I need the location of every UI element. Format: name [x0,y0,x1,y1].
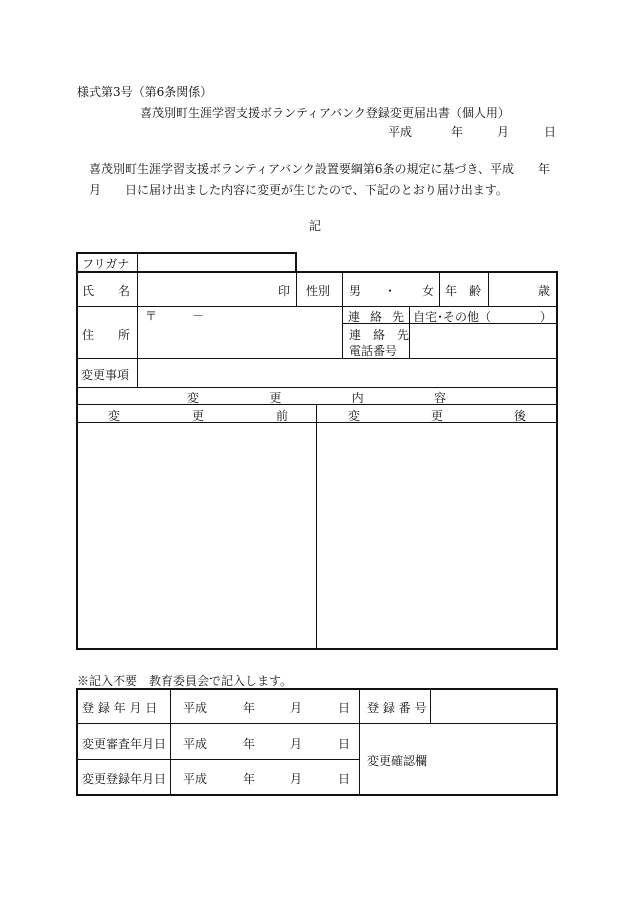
age-unit: 歳 [538,284,551,298]
after-header: 変 更 後 [348,409,526,423]
before-field[interactable] [79,424,314,646]
review-date-month: 月 [290,737,303,751]
postal-mark: 〒 [145,309,158,323]
postal-dash: － [192,309,205,323]
ki-label: 記 [309,219,322,233]
before-header: 変 更 前 [108,409,288,423]
change-reg-label: 変更登録年月日 [82,772,167,786]
date-month: 月 [497,125,510,139]
form-title: 喜茂別町生涯学習支援ボランティアバンク登録変更届出書（個人用） [140,106,510,120]
contact-phone-field[interactable] [411,325,555,357]
furigana-label: フリガナ [82,257,130,271]
admin-note: ※記入不要 教育委員会で記入します。 [77,674,293,688]
contact-close: ） [540,310,553,324]
change-reg-year: 年 [243,772,256,786]
after-field[interactable] [319,424,554,646]
name-label: 氏 名 [82,284,130,298]
date-day: 日 [544,125,557,139]
change-content-header: 変 更 内 容 [187,391,446,405]
change-reg-month: 月 [290,772,303,786]
date-era: 平成 [388,125,413,139]
reg-date-month: 月 [290,701,303,715]
date-year: 年 [451,125,464,139]
reg-number-field[interactable] [432,690,554,722]
gender-male[interactable]: 男 [349,284,362,298]
form-number: 様式第3号（第6条関係） [77,85,213,99]
address-label: 住 所 [82,328,130,342]
gender-dot: ・ [384,284,397,298]
body-line-1: 喜茂別町生涯学習支援ボランティアバンク設置要綱第6条の規定に基づき、平成 年 [89,162,550,176]
contact-phone-label-2: 電話番号 [349,344,398,358]
gender-female[interactable]: 女 [422,284,435,298]
furigana-field[interactable] [139,254,294,270]
confirm-field[interactable] [432,726,554,792]
change-reg-day: 日 [338,772,351,786]
contact-label: 連 絡 先 [348,310,404,324]
seal-mark: 印 [278,284,291,298]
change-item-label: 変更事項 [81,368,130,382]
review-date-day: 日 [338,737,351,751]
review-date-year: 年 [243,737,256,751]
address-field[interactable] [139,320,339,356]
change-item-field[interactable] [139,360,555,386]
age-field[interactable] [490,274,530,304]
reg-date-year: 年 [243,701,256,715]
review-date-label: 変更審査年月日 [82,737,167,751]
age-label: 年 齢 [445,284,482,298]
reg-number-label: 登 録 番 号 [367,701,427,715]
contact-value[interactable]: 自宅･その他（ [413,310,492,324]
review-date-era: 平成 [183,737,208,751]
contact-phone-label-1: 連 絡 先 [349,328,410,342]
reg-date-era: 平成 [183,701,208,715]
change-reg-era: 平成 [183,772,208,786]
reg-date-label: 登 録 年 月 日 [82,701,158,715]
name-field[interactable] [139,274,279,304]
confirm-label: 変更確認欄 [367,754,428,768]
gender-label: 性別 [306,284,331,298]
reg-date-day: 日 [338,701,351,715]
body-line-2: 月 日に届け出ました内容に変更が生じたので、下記のとおり届け出ます。 [89,183,508,197]
